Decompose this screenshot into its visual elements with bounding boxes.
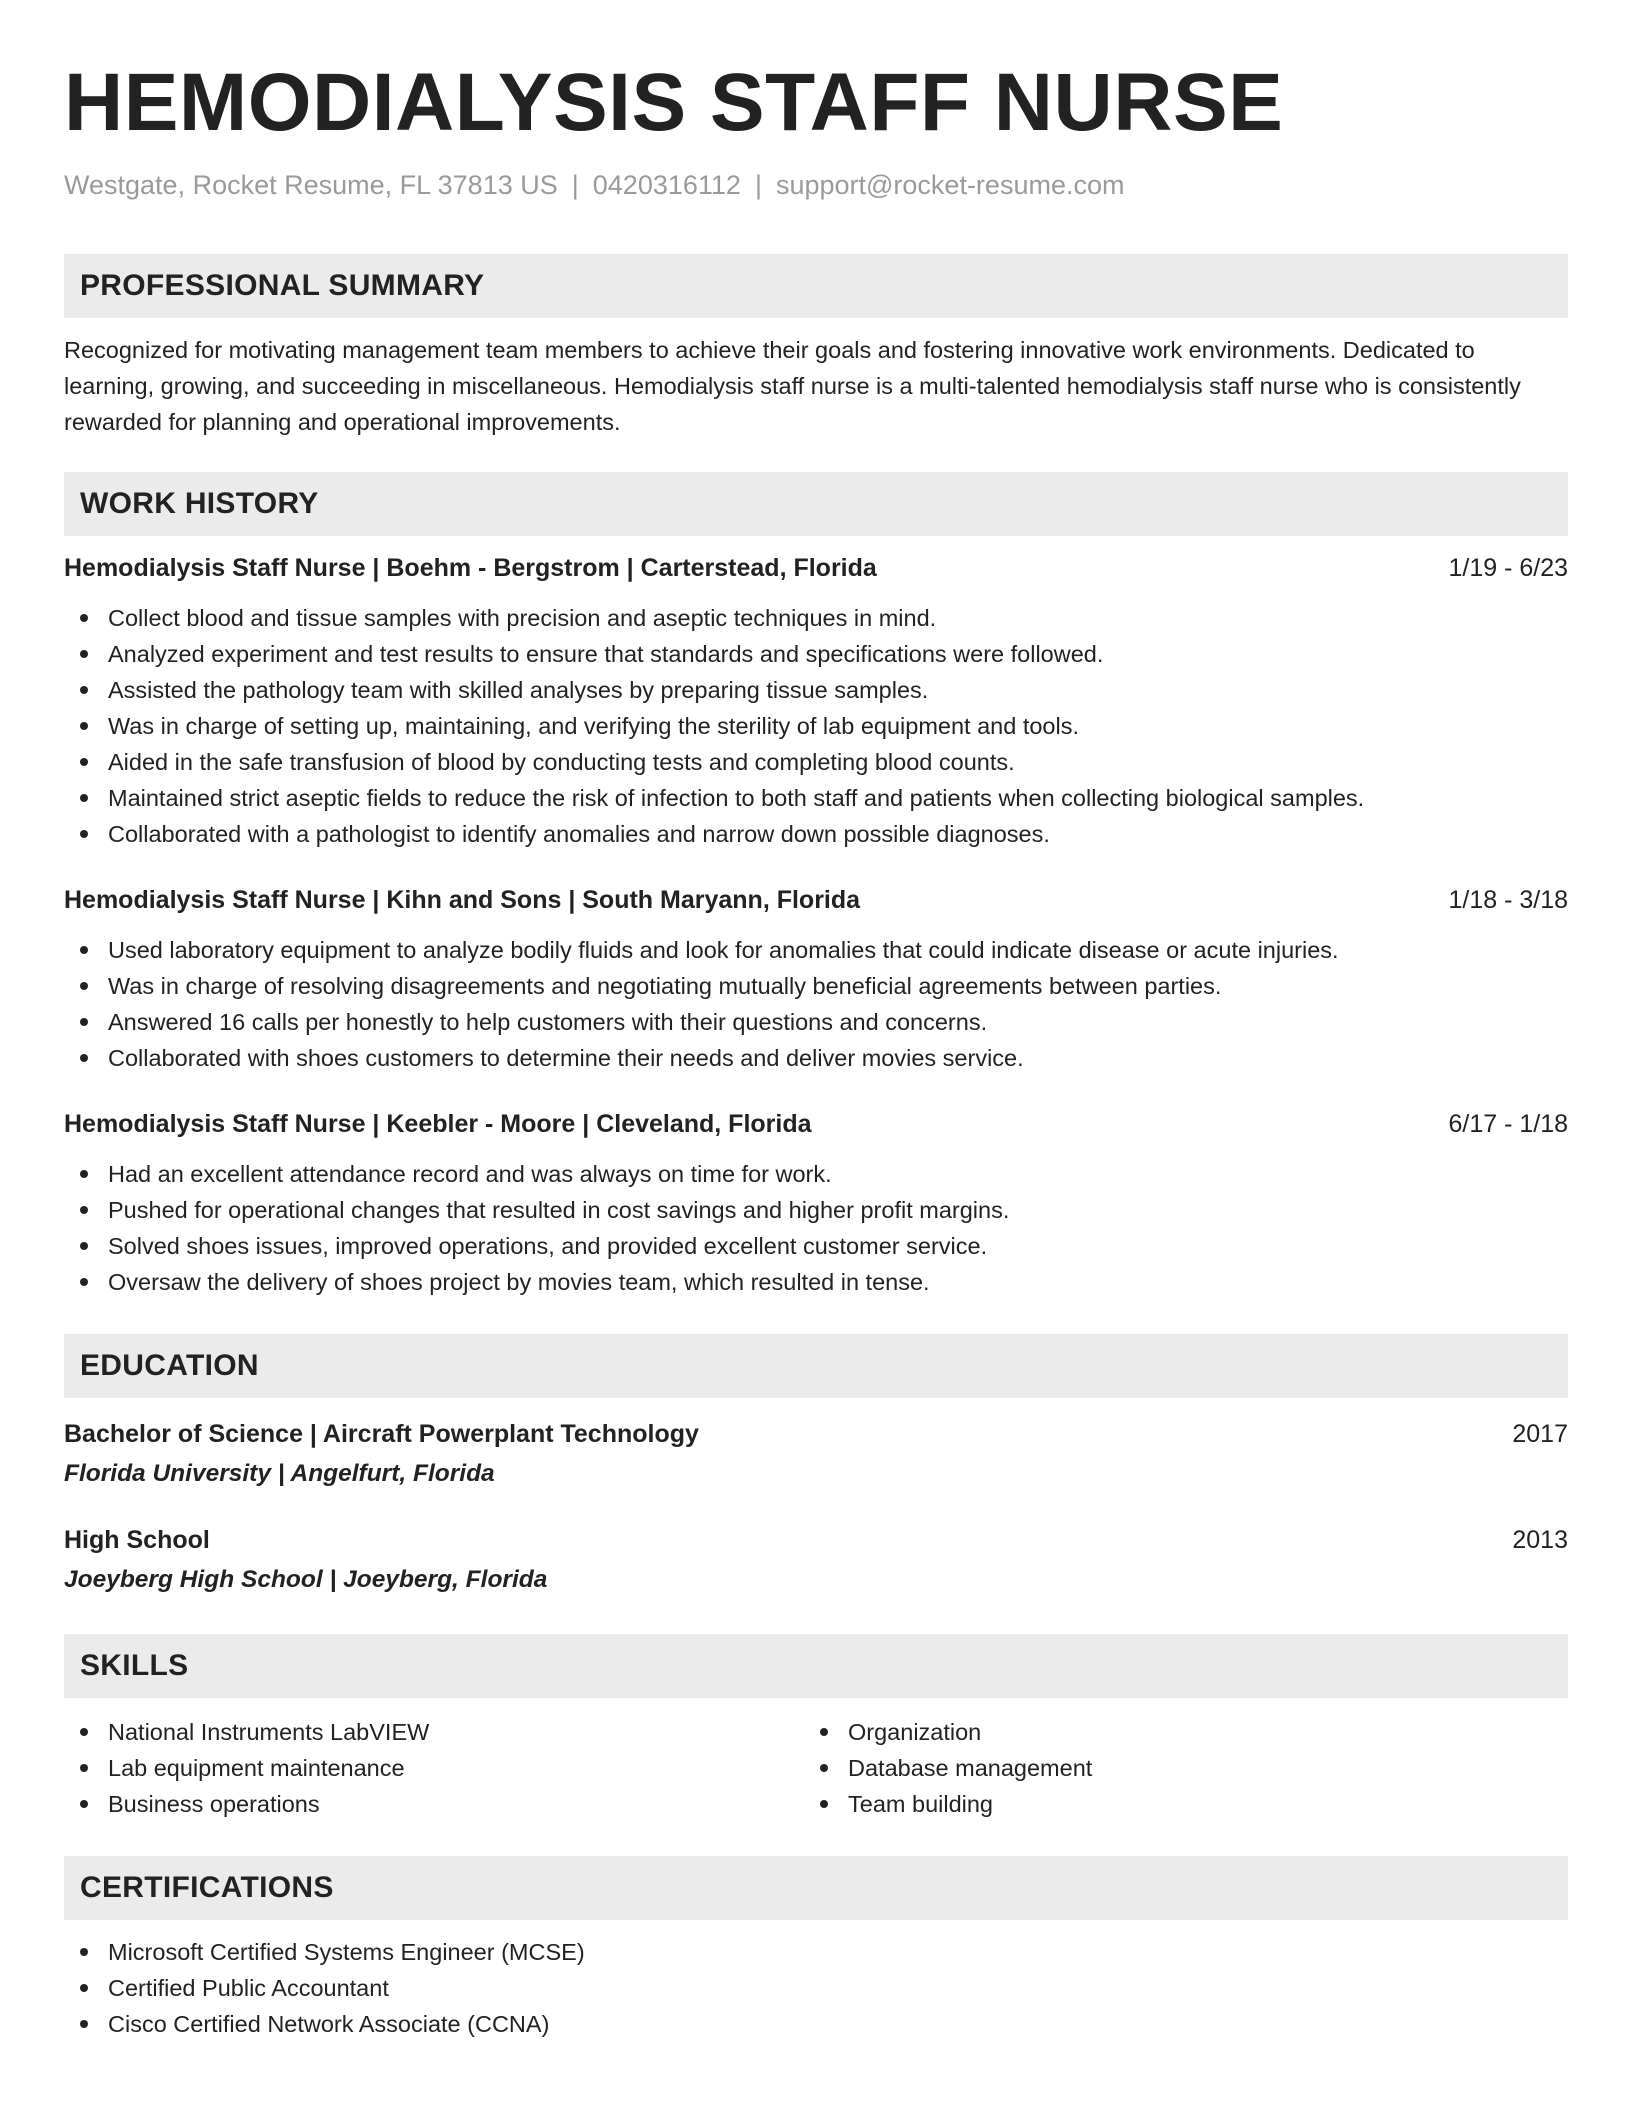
candidate-name: HEMODIALYSIS STAFF NURSE bbox=[64, 57, 1284, 148]
job-title: Hemodialysis Staff Nurse | Boehm - Bergstrom | Carterstead, Florida bbox=[64, 554, 877, 582]
list-item-text: Oversaw the delivery of shoes project by movies team, which resulted in tense. bbox=[108, 1269, 930, 1295]
list-item bbox=[64, 708, 1568, 744]
skill-text: Lab equipment maintenance bbox=[108, 1755, 405, 1781]
education-year: 2017 bbox=[1512, 1420, 1568, 1448]
bullet-icon bbox=[820, 1728, 828, 1736]
list-item bbox=[64, 1004, 1568, 1040]
list-item bbox=[64, 600, 1568, 636]
skill-text: National Instruments LabVIEW bbox=[108, 1719, 430, 1745]
list-item bbox=[804, 1750, 1544, 1786]
bullet-icon bbox=[80, 1054, 88, 1062]
job-header bbox=[64, 882, 1568, 918]
bullet-icon bbox=[80, 2020, 88, 2028]
contact-address: Westgate, Rocket Resume, FL 37813 US bbox=[64, 170, 558, 200]
list-item-text: Collaborated with a pathologist to identify anomalies and narrow down possible diagnoses. bbox=[108, 821, 1050, 847]
list-item bbox=[64, 1040, 1568, 1076]
job-bullets bbox=[64, 600, 1568, 852]
list-item-text: Collaborated with shoes customers to determine their needs and deliver movies service. bbox=[108, 1045, 1024, 1071]
list-item bbox=[64, 1264, 1568, 1300]
education-school: Joeyberg High School | Joeyberg, Florida bbox=[64, 1566, 548, 1593]
education-header bbox=[64, 1522, 1568, 1558]
skills-column-right bbox=[804, 1714, 1544, 1822]
bullet-icon bbox=[820, 1764, 828, 1772]
job-bullets bbox=[64, 932, 1568, 1076]
section-header-summary: PROFESSIONAL SUMMARY bbox=[64, 254, 1568, 318]
bullet-icon bbox=[80, 1984, 88, 1992]
education-header bbox=[64, 1416, 1568, 1452]
skills-column-left bbox=[64, 1714, 804, 1822]
section-header-certifications: CERTIFICATIONS bbox=[64, 1856, 1568, 1920]
skill-text: Database management bbox=[848, 1755, 1093, 1781]
skills-list bbox=[64, 1714, 804, 1822]
list-item-text: Had an excellent attendance record and was always on time for work. bbox=[108, 1161, 832, 1187]
list-item-text: Aided in the safe transfusion of blood by conducting tests and completing blood counts. bbox=[108, 749, 1015, 775]
summary-text: Recognized for motivating management team members to achieve their goals and fostering innovative work environments. Dedicated to learning, growing, and succeeding in miscellaneous. Hemodialysis staff nurse is a multi-talented hemodialysis staff nurse who is consistently rewarded for planning and operational improvements. bbox=[64, 337, 1521, 435]
skills-list bbox=[804, 1714, 1544, 1822]
list-item bbox=[804, 1786, 1544, 1822]
job-title: Hemodialysis Staff Nurse | Kihn and Sons | South Maryann, Florida bbox=[64, 886, 861, 914]
bullet-icon bbox=[80, 1728, 88, 1736]
bullet-icon bbox=[80, 1018, 88, 1026]
bullet-icon bbox=[80, 794, 88, 802]
list-item bbox=[64, 672, 1568, 708]
bullet-icon bbox=[80, 982, 88, 990]
section-header-skills: SKILLS bbox=[64, 1634, 1568, 1698]
bullet-icon bbox=[80, 722, 88, 730]
job-dates: 1/19 - 6/23 bbox=[1448, 554, 1568, 582]
education-year: 2013 bbox=[1512, 1526, 1568, 1554]
job-bullets bbox=[64, 1156, 1568, 1300]
certification-text: Microsoft Certified Systems Engineer (MCSE) bbox=[108, 1939, 585, 1965]
bullet-icon bbox=[80, 650, 88, 658]
bullet-icon bbox=[80, 1206, 88, 1214]
education-entry bbox=[64, 1416, 1568, 1492]
job-entry bbox=[64, 882, 1568, 1076]
list-item-text: Pushed for operational changes that resulted in cost savings and higher profit margins. bbox=[108, 1197, 1010, 1223]
education-degree: High School bbox=[64, 1526, 210, 1554]
bullet-icon bbox=[80, 1948, 88, 1956]
bullet-icon bbox=[80, 1764, 88, 1772]
contact-separator: | bbox=[571, 170, 579, 200]
list-item-text: Collect blood and tissue samples with precision and aseptic techniques in mind. bbox=[108, 605, 937, 631]
job-entry bbox=[64, 550, 1568, 852]
list-item-text: Maintained strict aseptic fields to reduce the risk of infection to both staff and patients when collecting biological samples. bbox=[108, 785, 1365, 811]
certification-text: Cisco Certified Network Associate (CCNA) bbox=[108, 2011, 550, 2037]
contact-line bbox=[64, 168, 1568, 202]
list-item bbox=[64, 816, 1568, 852]
job-header bbox=[64, 1106, 1568, 1142]
bullet-icon bbox=[820, 1800, 828, 1808]
list-item bbox=[64, 1156, 1568, 1192]
list-item-text: Was in charge of setting up, maintaining, and verifying the sterility of lab equipment and tools. bbox=[108, 713, 1080, 739]
list-item bbox=[64, 1714, 804, 1750]
skill-text: Team building bbox=[848, 1791, 994, 1817]
bullet-icon bbox=[80, 1278, 88, 1286]
list-item bbox=[64, 1970, 1568, 2006]
list-item bbox=[64, 636, 1568, 672]
list-item-text: Used laboratory equipment to analyze bodily fluids and look for anomalies that could indicate disease or acute injuries. bbox=[108, 937, 1339, 963]
job-entry bbox=[64, 1106, 1568, 1300]
contact-phone: 0420316112 bbox=[592, 170, 741, 200]
skill-text: Organization bbox=[848, 1719, 982, 1745]
list-item bbox=[64, 1750, 804, 1786]
certifications-list bbox=[64, 1934, 1568, 2042]
list-item-text: Solved shoes issues, improved operations, and provided excellent customer service. bbox=[108, 1233, 988, 1259]
education-school: Florida University | Angelfurt, Florida bbox=[64, 1460, 495, 1487]
contact-separator: | bbox=[754, 170, 762, 200]
bullet-icon bbox=[80, 1170, 88, 1178]
skill-text: Business operations bbox=[108, 1791, 320, 1817]
list-item-text: Was in charge of resolving disagreements and negotiating mutually beneficial agreements between parties. bbox=[108, 973, 1222, 999]
bullet-icon bbox=[80, 686, 88, 694]
list-item bbox=[64, 2006, 1568, 2042]
list-item-text: Analyzed experiment and test results to ensure that standards and specifications were followed. bbox=[108, 641, 1104, 667]
bullet-icon bbox=[80, 946, 88, 954]
bullet-icon bbox=[80, 830, 88, 838]
list-item bbox=[64, 1228, 1568, 1264]
list-item-text: Assisted the pathology team with skilled analyses by preparing tissue samples. bbox=[108, 677, 929, 703]
education-entry bbox=[64, 1522, 1568, 1598]
list-item bbox=[64, 1192, 1568, 1228]
bullet-icon bbox=[80, 1800, 88, 1808]
education-degree: Bachelor of Science | Aircraft Powerplant Technology bbox=[64, 1420, 699, 1448]
list-item bbox=[64, 1786, 804, 1822]
list-item bbox=[64, 968, 1568, 1004]
job-dates: 6/17 - 1/18 bbox=[1448, 1110, 1568, 1138]
list-item-text: Answered 16 calls per honestly to help customers with their questions and concerns. bbox=[108, 1009, 988, 1035]
bullet-icon bbox=[80, 1242, 88, 1250]
job-dates: 1/18 - 3/18 bbox=[1448, 886, 1568, 914]
contact-email: support@rocket-resume.com bbox=[775, 170, 1125, 200]
list-item bbox=[64, 1934, 1568, 1970]
list-item bbox=[64, 932, 1568, 968]
skills-grid bbox=[64, 1714, 1568, 1822]
bullet-icon bbox=[80, 614, 88, 622]
bullet-icon bbox=[80, 758, 88, 766]
list-item bbox=[64, 744, 1568, 780]
certification-text: Certified Public Accountant bbox=[108, 1975, 389, 2001]
job-header bbox=[64, 550, 1568, 586]
job-title: Hemodialysis Staff Nurse | Keebler - Moore | Cleveland, Florida bbox=[64, 1110, 812, 1138]
list-item bbox=[804, 1714, 1544, 1750]
section-header-work-history: WORK HISTORY bbox=[64, 472, 1568, 536]
section-header-education: EDUCATION bbox=[64, 1334, 1568, 1398]
list-item bbox=[64, 780, 1568, 816]
